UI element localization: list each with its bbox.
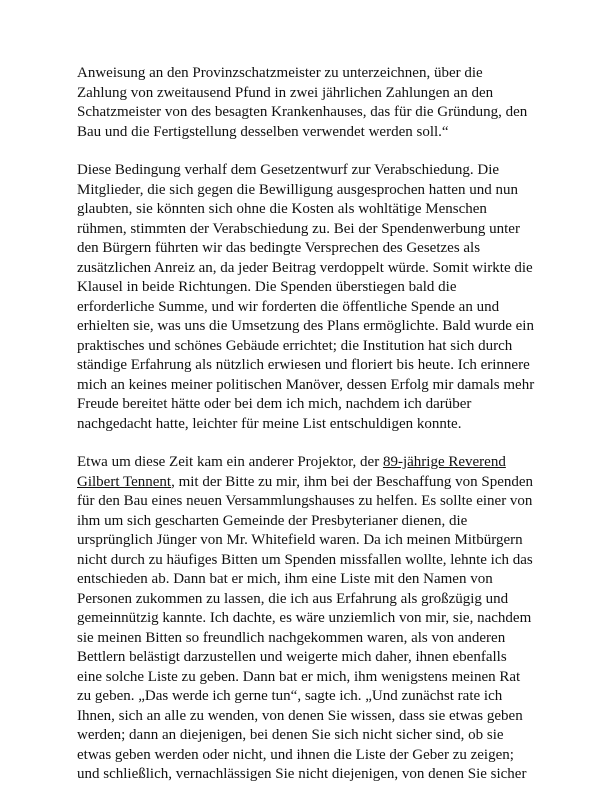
text-line: Schatzmeister von des besagten Krankenhauses, das für die Gründung, den [77,104,528,120]
text-line: zusätzlichen Anreiz an, da jeder Beitrag verdoppelt würde. Somit wirkte die [77,259,533,276]
text-line: Ihnen, sich an alle zu wenden, von denen Sie wissen, dass sie etwas geben [77,707,523,724]
text-line: Klausel in beide Richtungen. Die Spenden überstiegen bald die [77,279,457,295]
text-line: eine solche Liste zu geben. Dann bat er mich, ihm wenigstens meinen Rat [77,668,521,685]
text-line: sie meinen Bitten so freundlich nachgekommen waren, als von anderen [77,629,506,646]
text-line: etwas geben werden oder nicht, und ihnen die Liste der Geber zu zeigen; [77,746,514,763]
text-line: glaubten, sie könnten sich ohne die Kosten als wohltätige Menschen [77,201,487,217]
text-fragment: , mit der Bitte zu mir, ihm bei der Beschaffung von Spenden [171,473,534,490]
text-fragment: Etwa um diese Zeit kam ein anderer Projektor, der [77,454,383,470]
text-line: Freude bereitet hätte oder bei dem ich mich, nachdem ich darüber [77,396,472,412]
text-line: entschieden ab. Dann bat er mich, ihm eine Liste mit den Namen von [77,571,493,587]
text-line: ursprünglich Jünger von Mr. Whitefield waren. Da ich meinen Mitbürgern [77,532,523,548]
text-line: nachgedacht hatte, leichter für meine List entschuldigen konnte. [77,415,462,432]
text-line: und schließlich, vernachlässigen Sie nicht diejenigen, von denen Sie sicher [77,766,527,782]
text-line: ihm um sich gescharten Gemeinde der Presbyterianer dienen, die [77,512,468,529]
text-line: Personen zukommen zu lassen, die ich aus Erfahrung als großzügig und [77,590,509,607]
document-page [77,64,537,804]
text-line: werden; dann an diejenigen, bei denen Sie sich nicht sicher sind, ob sie [77,727,504,743]
text-line [77,473,537,493]
text-line: Anweisung an den Provinzschatzmeister zu unterzeichnen, über die [77,65,483,81]
text-line: für den Bau eines neuen Versammlungshauses zu helfen. Es sollte einer von [77,493,533,509]
text-line: erforderliche Summe, und wir forderten die öffentliche Spende an und [77,298,500,315]
text-line: gemeinnützig kannte. Ich dachte, es wäre unziemlich von mir, sie, nachdem [77,610,532,626]
text-line: Zahlung von zweitausend Pfund in zwei jährlichen Zahlungen an den [77,84,494,101]
paragraph-3 [77,453,537,785]
text-line: den Bürgern führten wir das bedingte Versprechen des Gesetzes als [77,240,481,256]
text-line: Diese Bedingung verhalf dem Gesetzentwurf zur Verabschiedung. Die [77,162,500,178]
text-line: zu geben. „Das werde ich gerne tun“, sagte ich. „Und zunächst rate ich [77,688,503,704]
text-line: praktisches und schönes Gebäude errichtet; die Institution hat sich durch [77,337,513,354]
text-line: ständige Erfahrung als nützlich erwiesen und floriert bis heute. Ich erinnere [77,357,530,373]
text-line: erhielten sie, was uns die Umsetzung des Plans ermöglichte. Bald wurde ein [77,318,534,334]
text-line: rühmen, stimmten der Verabschiedung zu. Bei der Spendenwerbung unter [77,220,520,237]
tennent-link-part-1[interactable]: 89-jährige Reverend [382,454,506,470]
paragraph-1 [77,64,537,142]
tennent-link-part-2[interactable]: Gilbert Tennent [77,473,172,490]
paragraph-2 [77,161,537,434]
text-line: nicht durch zu häufiges Bitten um Spenden missfallen wollte, lehnte ich das [77,551,533,568]
text-line: Bettlern belästigt darzustellen und weigerte mich daher, ihnen ebenfalls [77,649,507,665]
text-line: mich an keines meiner politischen Manöver, dessen Erfolg mir damals mehr [77,376,535,393]
text-line [77,453,537,473]
text-line: Bau und die Fertigstellung desselben verwendet werden soll.“ [77,123,449,140]
text-line: Mitglieder, die sich gegen die Bewilligung ausgesprochen hatten und nun [77,181,518,198]
